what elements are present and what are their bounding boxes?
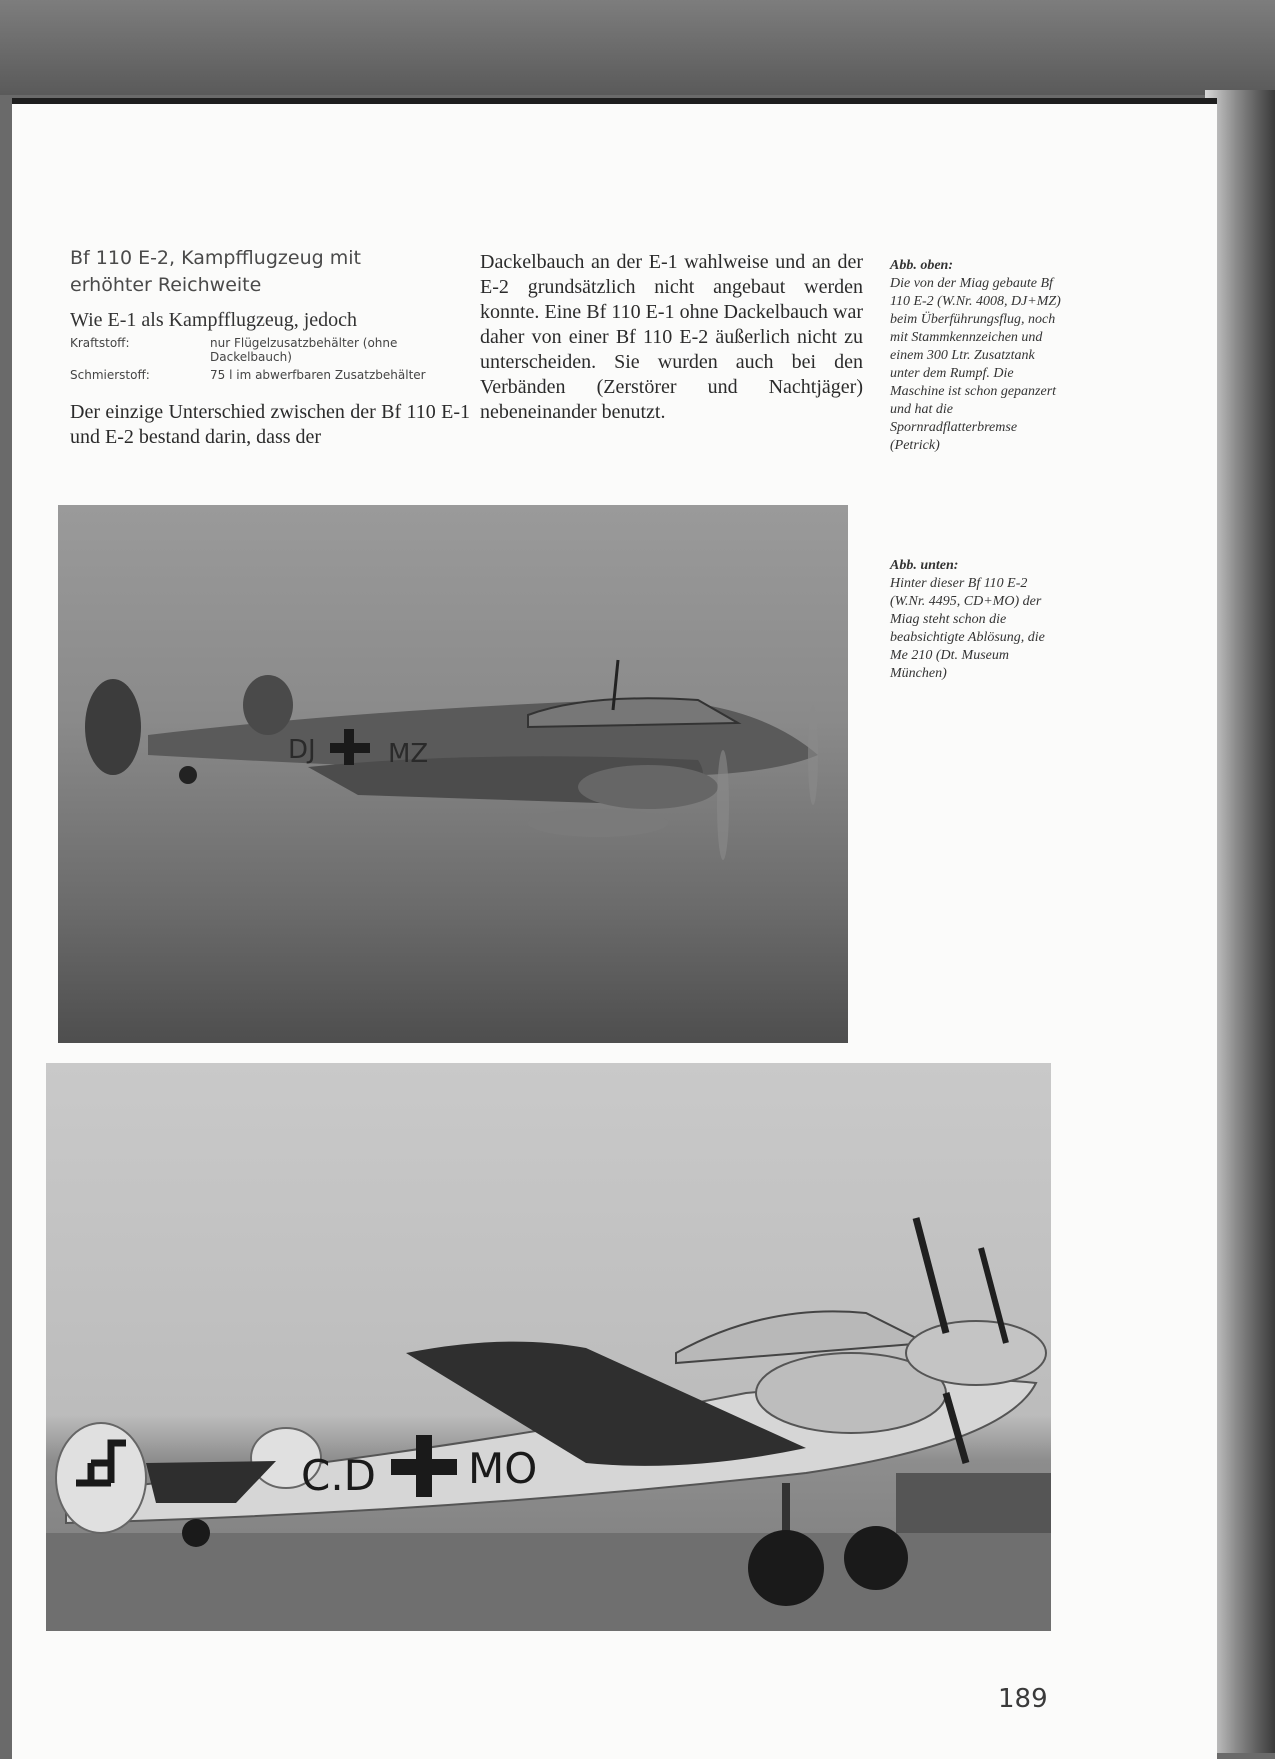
photo2-marking-right: MO [468,1444,538,1493]
caption-text: Hinter dieser Bf 110 E-2 (W.Nr. 4495, CD+MO) der Miag steht schon die beabsichtigte Ablösung, die Me 210 (Dt. Museum München) [890,576,1045,681]
body-text-col1: Der einzige Unterschied zwischen der Bf 110 E-1 und E-2 bestand darin, dass der [70,401,470,448]
caption-bottom [890,557,1065,683]
caption-label: Abb. oben: [890,258,953,273]
photo1-marking-right: MZ [388,739,429,769]
spec-row-oil [70,368,470,382]
photo-aircraft-in-flight [58,505,848,1043]
caption-top [890,257,1065,455]
spec-label: Kraftstoff: [70,336,130,350]
scan-background-top [0,0,1275,95]
section-heading: Bf 110 E-2, Kampfflugzeug mit erhöhter Reichweite [70,247,361,296]
aircraft-illustration [58,505,848,1043]
spec-label: Schmierstoff: [70,368,150,382]
spec-subheading: Wie E-1 als Kampfflugzeug, jedoch [70,309,358,331]
middle-column [480,250,863,425]
spec-value: 75 l im abwerfbaren Zusatzbehälter [210,368,426,382]
caption-label: Abb. unten: [890,558,959,573]
photo2-marking-left: C.D [301,1451,377,1500]
spec-value: nur Flügelzusatzbehälter (ohne Dackelbauch) [210,336,398,364]
photo1-marking-left: DJ [288,735,316,765]
aircraft-illustration [46,1063,1051,1631]
body-text-col2: Dackelbauch an der E-1 wahlweise und an der E-2 grundsätzlich nicht angebaut werden konnte. Eine Bf 110 E-1 ohne Dackelbauch war daher von einer Bf 110 E-2 äußerlich nicht zu unterscheiden. Sie wurden auch bei den Verbänden (Zerstörer und Nachtjäger) nebeneinander benutzt. [480,251,863,423]
photo-aircraft-on-ground [46,1063,1051,1631]
spec-row-fuel [70,336,470,364]
left-column [70,245,470,470]
caption-text: Die von der Miag gebaute Bf 110 E-2 (W.Nr. 4008, DJ+MZ) beim Überführungsflug, noch mit Stammkennzeichen und einem 300 Ltr. Zusatztank unter dem Rumpf. Die Maschine ist schon gepanzert und hat die Spornradflatterbremse (Petrick) [890,276,1061,453]
page-number: 189 [998,1684,1048,1714]
